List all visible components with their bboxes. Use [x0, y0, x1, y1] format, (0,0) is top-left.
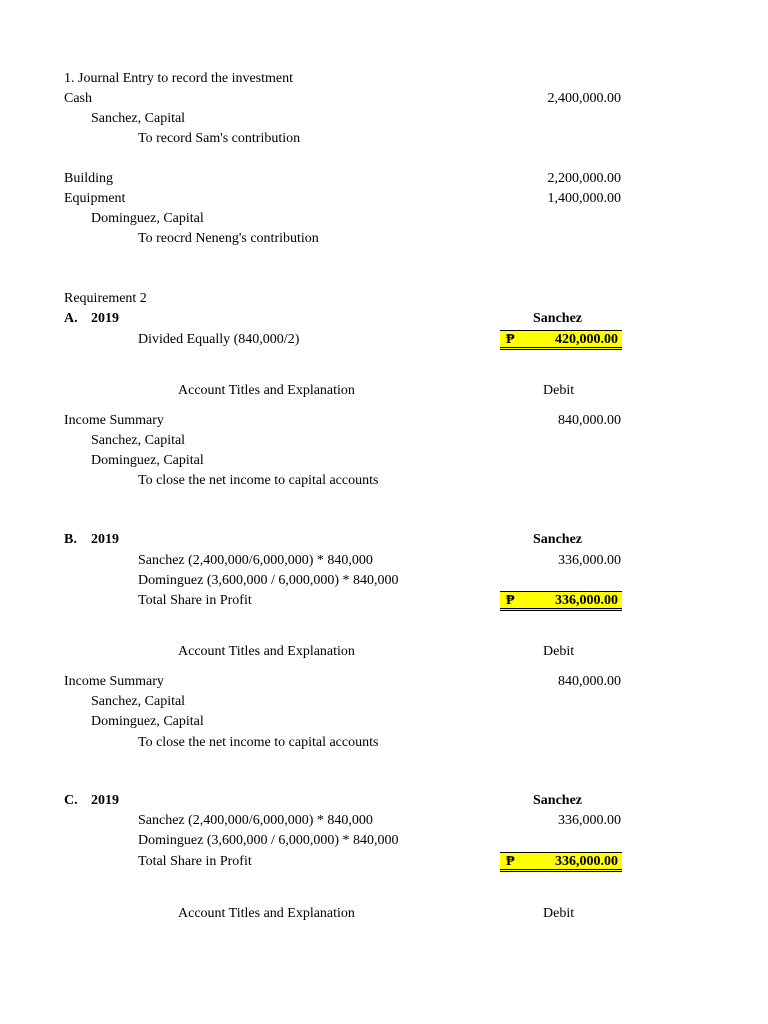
partB-total-cell: [500, 591, 622, 611]
partA-je-memo: To close the net income to capital accounts: [138, 473, 379, 488]
partC-sanchez-amount: 336,000.00: [558, 813, 621, 828]
peso-sign: ₱: [506, 854, 515, 869]
partC-year: 2019: [91, 793, 119, 808]
partC-total-amount: 336,000.00: [555, 854, 618, 869]
dominguez-capital-account: Dominguez, Capital: [91, 211, 204, 226]
partA-je-sanchez-capital: Sanchez, Capital: [91, 433, 186, 448]
partC-label: C.: [64, 793, 78, 808]
section1-heading: 1. Journal Entry to record the investment: [64, 71, 293, 86]
partC-column-header: Sanchez: [533, 793, 582, 808]
partA-total-cell: [500, 330, 622, 350]
partB-je-sanchez-capital: Sanchez, Capital: [91, 694, 186, 709]
equipment-account: Equipment: [64, 191, 126, 206]
peso-sign: ₱: [506, 593, 515, 608]
building-account: Building: [64, 171, 114, 186]
partA-column-header: Sanchez: [533, 311, 582, 326]
partB-total-label: Total Share in Profit: [138, 593, 252, 608]
partA-je-title: Account Titles and Explanation: [178, 383, 355, 398]
partA-divided-equally: Divided Equally (840,000/2): [138, 332, 300, 347]
partB-je-memo: To close the net income to capital accounts: [138, 735, 379, 750]
partC-je-debit-header: Debit: [543, 906, 575, 921]
memo-neneng-contribution: To reocrd Neneng's contribution: [138, 231, 319, 246]
partB-je-dominguez-capital: Dominguez, Capital: [91, 714, 204, 729]
partA-total-amount: 420,000.00: [555, 332, 618, 347]
partA-je-debit-header: Debit: [543, 383, 575, 398]
cash-amount: 2,400,000.00: [547, 91, 621, 106]
partB-dominguez-formula: Dominguez (3,600,000 / 6,000,000) * 840,000: [138, 573, 399, 588]
equipment-amount: 1,400,000.00: [547, 191, 621, 206]
partB-year: 2019: [91, 532, 119, 547]
partC-je-title: Account Titles and Explanation: [178, 906, 355, 921]
partB-label: B.: [64, 532, 77, 547]
peso-sign: ₱: [506, 332, 515, 347]
partC-dominguez-formula: Dominguez (3,600,000 / 6,000,000) * 840,000: [138, 833, 399, 848]
partB-sanchez-formula: Sanchez (2,400,000/6,000,000) * 840,000: [138, 553, 373, 568]
partB-sanchez-amount: 336,000.00: [558, 553, 621, 568]
partC-sanchez-formula: Sanchez (2,400,000/6,000,000) * 840,000: [138, 813, 373, 828]
partB-total-amount: 336,000.00: [555, 593, 618, 608]
sanchez-capital-account: Sanchez, Capital: [91, 111, 186, 126]
building-amount: 2,200,000.00: [547, 171, 621, 186]
memo-sam-contribution: To record Sam's contribution: [138, 131, 301, 146]
partB-je-debit-header: Debit: [543, 644, 575, 659]
cash-account: Cash: [64, 91, 92, 106]
partA-je-income-summary-amount: 840,000.00: [558, 413, 621, 428]
partA-label: A.: [64, 311, 78, 326]
partC-total-cell: [500, 852, 622, 872]
partA-je-income-summary: Income Summary: [64, 413, 164, 428]
partA-je-dominguez-capital: Dominguez, Capital: [91, 453, 204, 468]
partB-je-title: Account Titles and Explanation: [178, 644, 355, 659]
partC-total-label: Total Share in Profit: [138, 854, 252, 869]
partB-je-income-summary-amount: 840,000.00: [558, 674, 621, 689]
partB-je-income-summary: Income Summary: [64, 674, 164, 689]
partA-year: 2019: [91, 311, 119, 326]
partB-column-header: Sanchez: [533, 532, 582, 547]
requirement2-heading: Requirement 2: [64, 291, 147, 306]
